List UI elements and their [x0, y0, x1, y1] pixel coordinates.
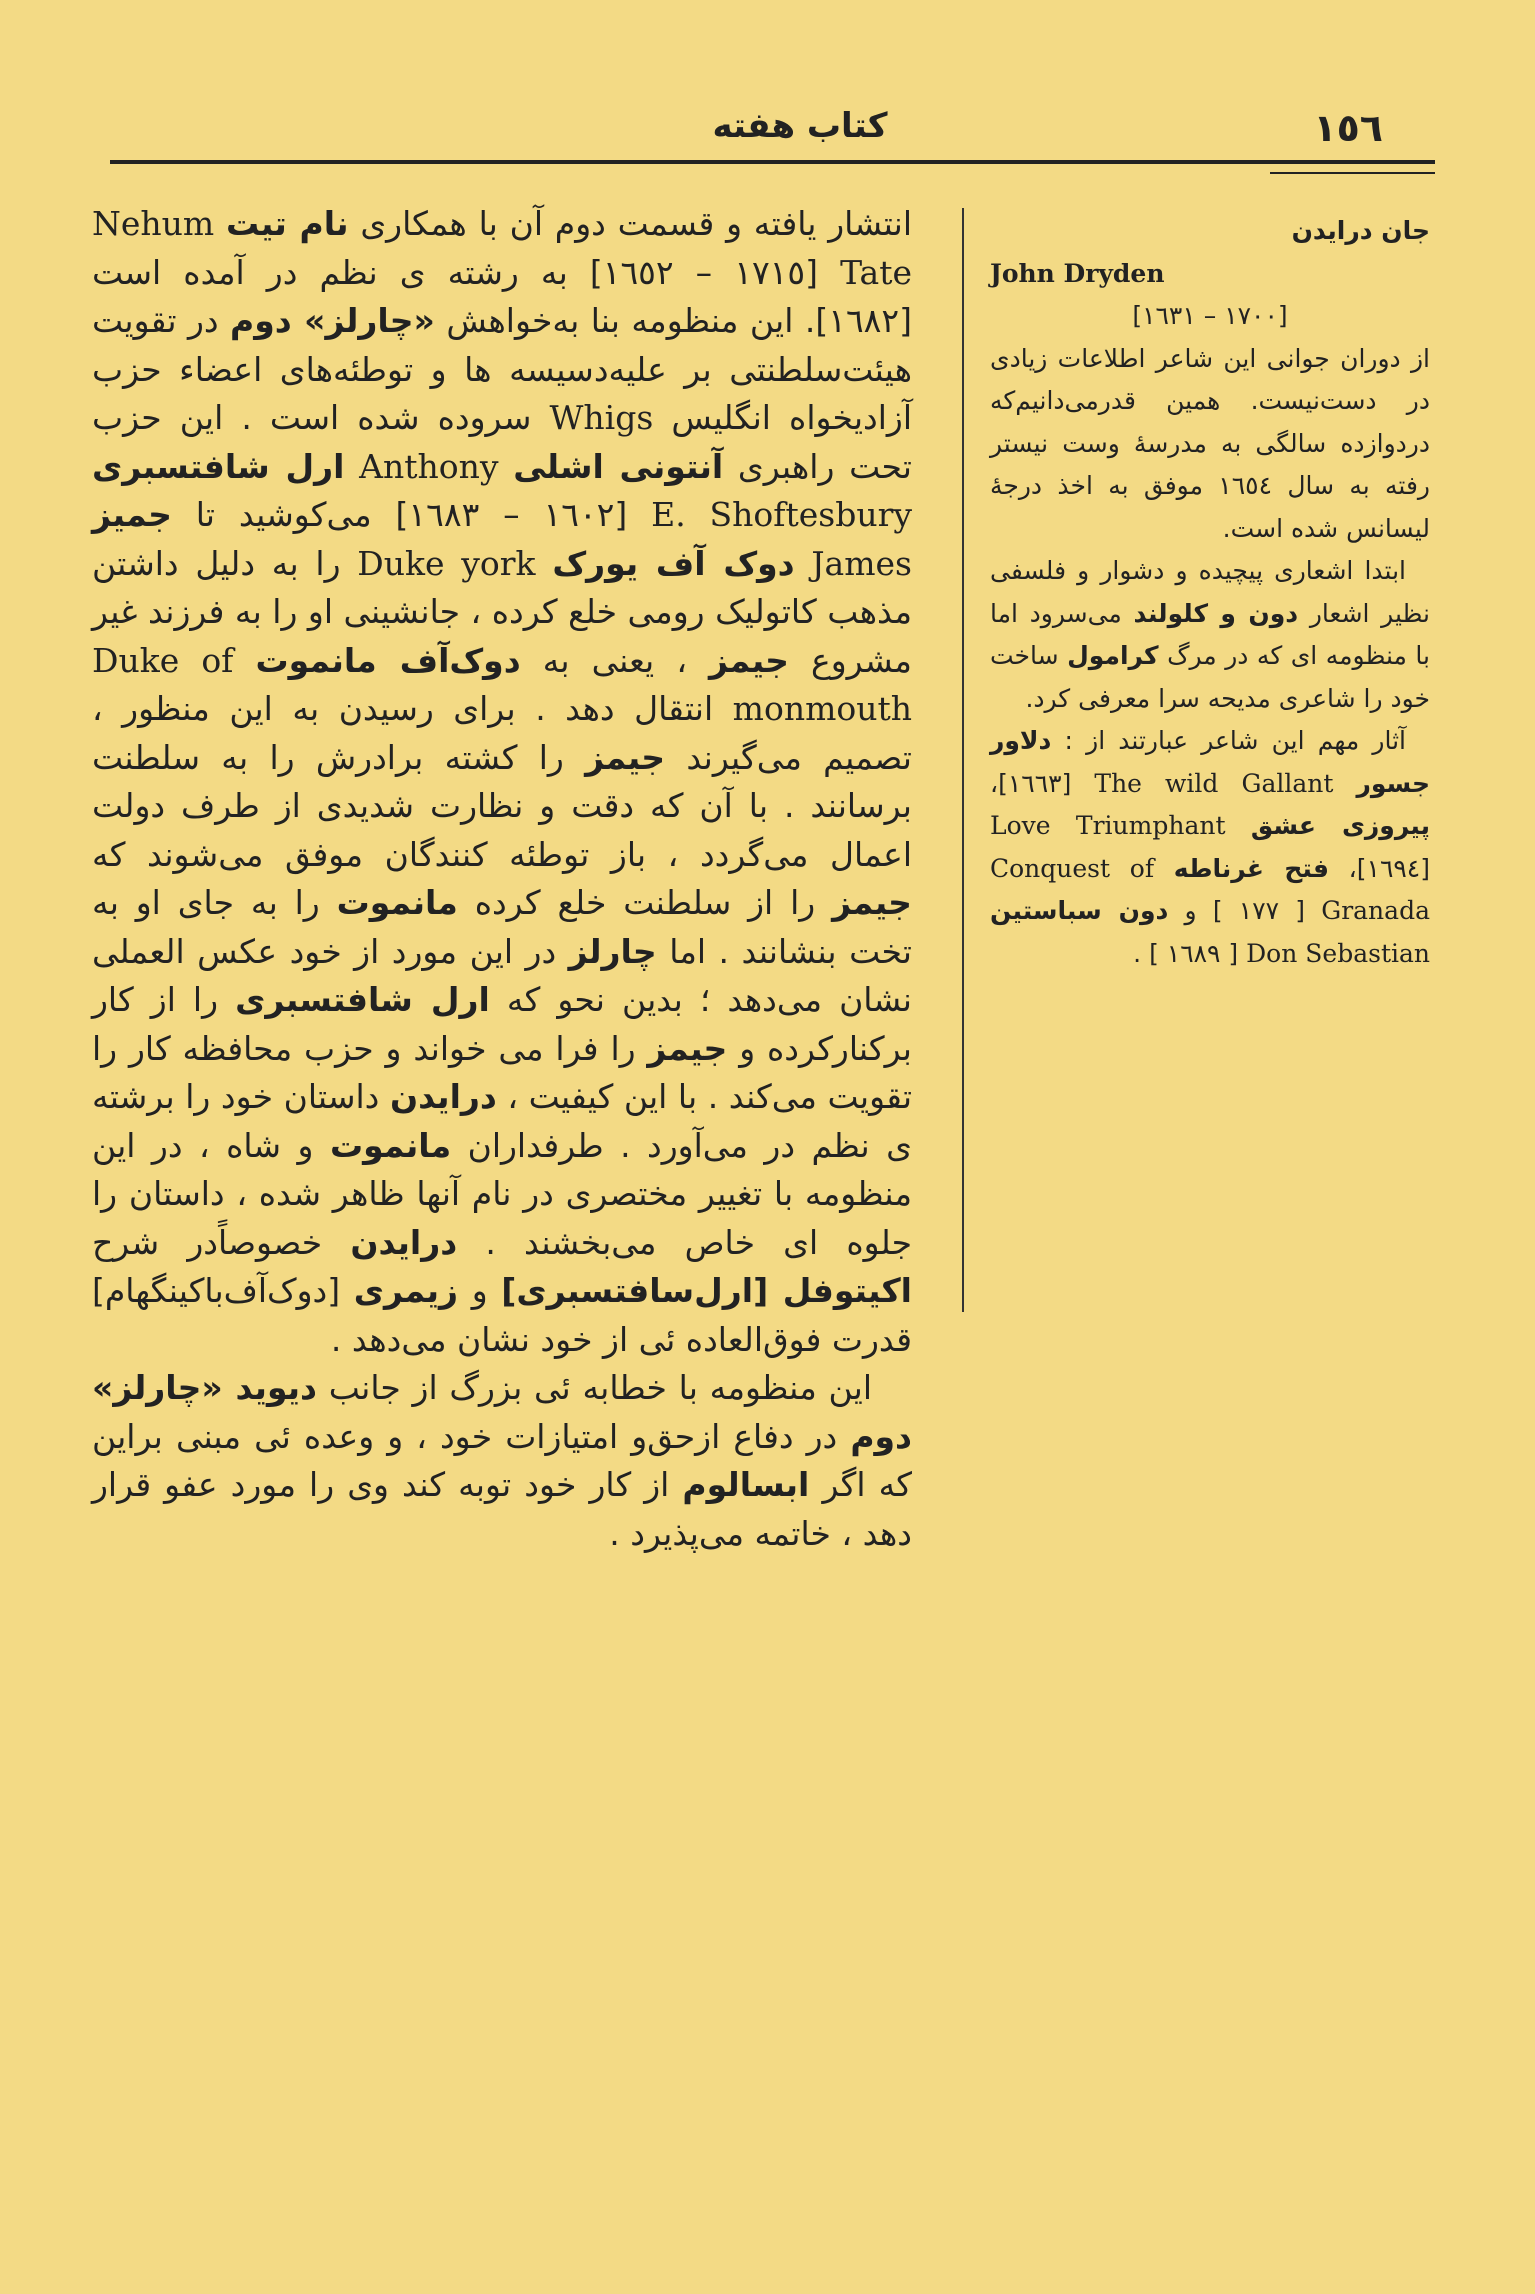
name-james-fa: جیمز: [585, 737, 666, 777]
main-text: را از سلطنت خلع کرده: [474, 883, 816, 922]
main-text: را از کار برکنارکرده و: [92, 980, 912, 1068]
sidebar-work-4-en: Don Sebastian: [1246, 938, 1430, 968]
name-james-fa: جیمز: [647, 1028, 728, 1068]
sidebar-donne-cleveland: دون و کلولند: [1133, 598, 1299, 628]
name-james-fa: جیمز: [709, 640, 789, 680]
name-nahum-en: Nehum Tate: [92, 204, 912, 292]
name-absalom-fa: ابسالوم: [682, 1465, 810, 1504]
main-text: و شاه ، در این منظومه با تغییر مختصری در نام آنها ظاهر شده ، داستان را جلوه ای خاص می‌بخشند .: [92, 1125, 912, 1262]
main-text: از کار خود توبه کند وی را مورد عفو قرار دهد ، خاتمه می‌پذیرد .: [92, 1465, 912, 1553]
name-earl-fa: ارل شافتسبری: [235, 980, 490, 1019]
name-dryden-fa: درایدن: [389, 1077, 497, 1116]
main-text: به رشته ی نظم در آمده است [١٦٨٢]. این منظومه بنا به‌خواهش: [92, 252, 912, 340]
name-anthony-fa: آنتونی اشلی: [513, 446, 724, 486]
sidebar-heading-fa: جان درایدن: [1291, 216, 1430, 245]
column-divider: [962, 208, 964, 1312]
sidebar-work-2-year: [١٦٩٤]: [1356, 853, 1430, 883]
main-text: ، یعنی به: [542, 640, 687, 680]
main-text: را کشته برادرش را به سلطنت برسانند . با آن که دقت و نظارت شدیدی از طرف دولت اعمال می‌گردد ، باز توطئه کنندگان موفق می‌شوند که: [92, 737, 912, 874]
main-text: سروده شده است . این حزب تحت راهبری: [92, 398, 912, 486]
name-james-en: James: [811, 543, 912, 583]
sidebar-heading-en: John Dryden: [990, 258, 1165, 288]
name-monmouth-en: Duke of monmouth: [92, 640, 913, 728]
sidebar-work-3-fa: فتح غرناطه: [1173, 853, 1329, 883]
main-text: را به جای او به تخت بنشانند . اما: [92, 883, 912, 971]
name-charles-fa: چارلز: [568, 931, 657, 971]
sidebar-para-2a: ابتدا اشعاری پیچیده و دشوار و فلسفی نظیر اشعار: [990, 556, 1430, 628]
main-text: خصوصاًدر شرح: [92, 1222, 323, 1262]
sidebar-work-1-fa: دلاور جسور: [990, 726, 1430, 798]
name-david-fa: دیوید «چارلز» دوم: [92, 1368, 912, 1456]
sidebar-para-2b: می‌سرود اما با منظومه ای که در مرگ: [990, 598, 1430, 670]
main-text: انتقال دهد . برای رسیدن به این منظور ، تصمیم می‌گیرند: [92, 689, 912, 777]
name-james-fa: جمیز: [92, 495, 172, 534]
running-title: کتاب هفته: [712, 106, 888, 146]
main-text: انتشار یافته و قسمت دوم آن با همکاری: [360, 204, 912, 243]
sidebar-work-1-year: [١٦٦٣]: [998, 768, 1072, 798]
sidebar-work-3-en: Conquest of Granada: [990, 853, 1430, 925]
name-nahum-fa: نام تیت: [225, 204, 349, 243]
name-charles-ii: «چارلز» دوم: [230, 301, 435, 340]
name-shaftesbury-en: E. Shoftesbury: [651, 495, 912, 534]
sidebar-column: جان درایدن John Dryden [١٧٠٠ – ١٦٣١] از دوران جوانی این شاعر اطلاعات زیادی در دست‌نیست. همین قدرمی‌دانیم‌که دردوازده سالگی به مدرسهٔ وست نیستر رفته به سال ١٦٥٤ موفق به اخذ درجهٔ لیسانس شده است. ابتدا اشعاری پیچیده و دشوار و فلسفی نظیر اشعار دون و کلولند می‌سرود اما با منظومه ای که در مرگ کرامول ساخت خود را شاعری مدیحه سرا معرفی کرد. آثار مهم این شاعر عبارتند از : دلاور جسور The wild Gallant [١٦٦٣]، پیروزی عشق Love Triumphant [١٦٩٤]، فتح غرناطه Conquest of Granada [ ١٧٧ ] و دون سباستین Don Sebastian [ ١٦٨٩ ] .: [990, 216, 1431, 968]
sidebar-work-1-en: The wild Gallant: [1094, 768, 1334, 798]
sidebar-work-3-year: [ ١٧٧ ]: [1212, 896, 1306, 925]
header-rule-short: [1270, 172, 1435, 174]
name-dryden-fa: درایدن: [350, 1222, 458, 1262]
main-text: و: [471, 1271, 488, 1310]
zimri-note: [دوک‌آف‌باکینگهام]: [92, 1271, 341, 1310]
main-text: داستان خود را برشته ی نظم در می‌آورد . طرفداران: [92, 1077, 912, 1165]
name-anthony-en: Anthony: [359, 446, 499, 486]
name-james-fa: جیمز: [832, 883, 912, 922]
sidebar-cromwell: کرامول: [1067, 641, 1159, 670]
sidebar-work-2-en: Love Triumphant: [990, 811, 1226, 840]
main-text: را به دلیل داشتن مذهب کاتولیک رومی خلع کرده ، جانشینی او را به فرزند غیر مشروع: [92, 543, 912, 680]
sidebar-dates: [١٧٠٠ – ١٦٣١]: [1132, 301, 1288, 330]
main-text: را فرا می خواند و حزب محافظه کار را تقویت می‌کند . با این کیفیت ،: [92, 1028, 913, 1116]
sidebar-work-2-fa: پیروزی عشق: [1250, 811, 1430, 840]
sidebar-and: و: [1184, 896, 1197, 925]
main-column: [92, 200, 912, 1558]
name-monmouth-fa: دوک‌آف مانموت: [255, 640, 521, 680]
main-text: قدرت فوق‌العاده ئی از خود نشان می‌دهد .: [330, 1319, 912, 1359]
main-text: در دفاع ازحق‌و امتیازات خود ، و وعده ئی مبنی براین که اگر: [92, 1416, 912, 1504]
name-duke-york-fa: دوک آف یورک: [552, 543, 795, 583]
term-whigs: Whigs: [549, 398, 654, 437]
name-monmouth-fa: مانموت: [329, 1125, 452, 1165]
main-text: این منظومه با خطابه ئی بزرگ از جانب: [328, 1368, 872, 1407]
sidebar-para-1: از دوران جوانی این شاعر اطلاعات زیادی در دست‌نیست. همین قدرمی‌دانیم‌که دردوازده سالگی به مدرسهٔ وست نیستر رفته به سال ١٦٥٤ موفق به اخذ درجهٔ لیسانس شده است.: [990, 343, 1431, 543]
sidebar-work-4-fa: دون سباستین: [990, 896, 1169, 925]
page-header: [100, 96, 1435, 166]
main-text: می‌کوشید تا: [195, 495, 372, 534]
main-text: در این مورد از خود عکس العملی نشان می‌دهد ؛ بدین نحو که: [92, 931, 912, 1019]
name-earl-fa: ارل شافتسبری: [92, 446, 345, 486]
main-text: در تقویت هیئت‌سلطنتی بر علیه‌دسیسه ها و توطئه‌های اعضاء حزب آزادیخواه انگلیس: [92, 301, 912, 437]
name-duke-york-en: Duke york: [357, 543, 536, 583]
sidebar-para-2c: ساخت خود را شاعری مدیحه سرا معرفی کرد.: [990, 641, 1430, 713]
name-zimri-fa: زیمری: [353, 1271, 459, 1310]
name-achitophel-fa: اکیتوفل [ارل‌سافتسبری]: [501, 1271, 912, 1310]
page-number: ١٥٦: [1313, 106, 1383, 150]
name-monmouth-fa: مانموت: [336, 883, 458, 922]
sidebar-work-4-year: [ ١٦٨٩ ]: [1149, 938, 1239, 968]
nahum-dates: [١٧١٥ – ١٦٥٢]: [589, 252, 819, 292]
header-rule: [110, 160, 1435, 164]
sidebar-para-3a: آثار مهم این شاعر عبارتند از :: [1064, 726, 1406, 755]
shaftesbury-dates: [١٦٠٢ – ١٦٨٣]: [395, 495, 628, 534]
